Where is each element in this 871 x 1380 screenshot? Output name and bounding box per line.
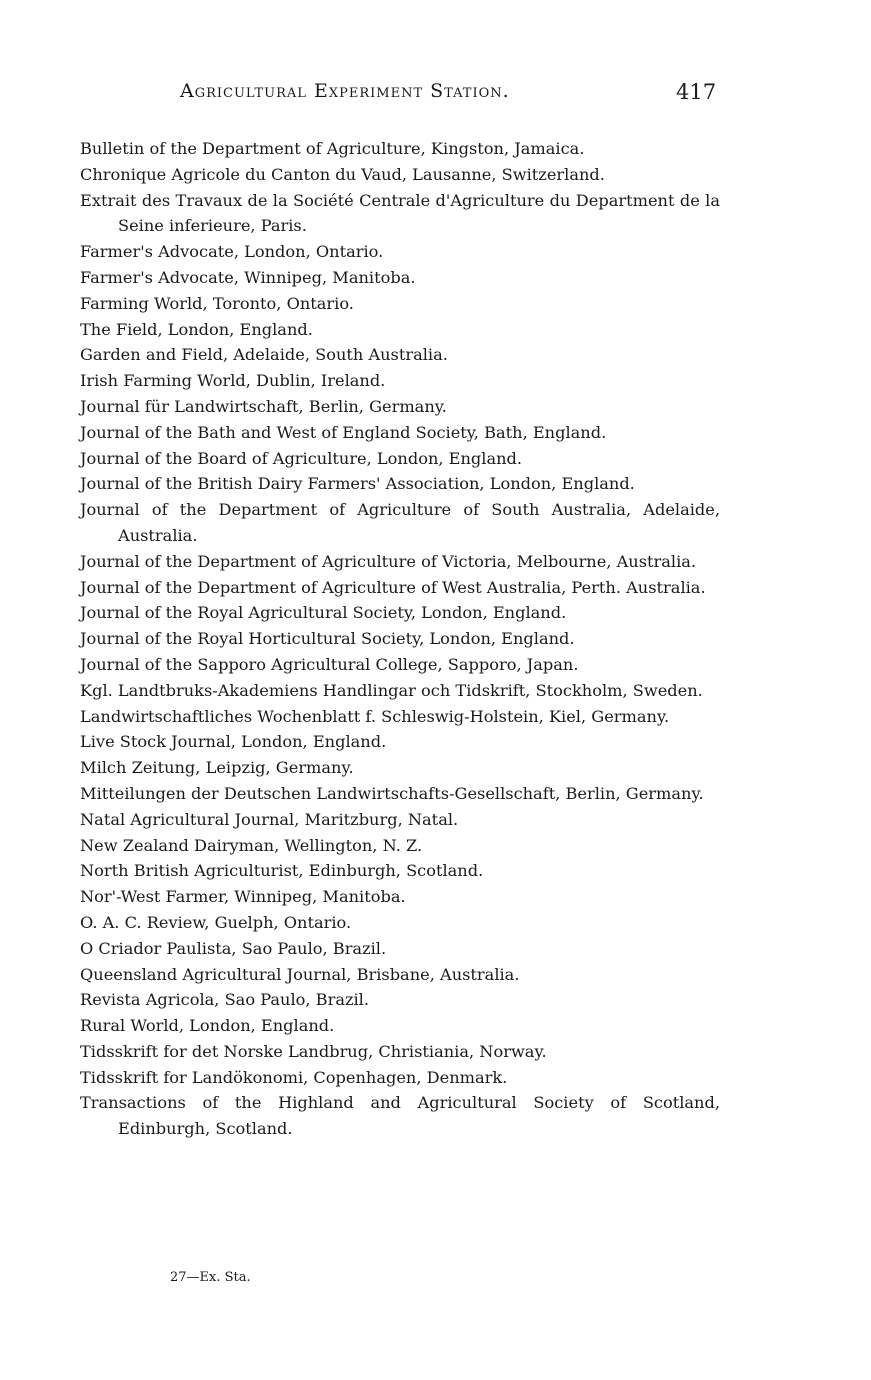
list-item: North British Agriculturist, Edinburgh, Scotland. bbox=[80, 861, 484, 881]
list-item: Farmer's Advocate, Winnipeg, Manitoba. bbox=[80, 267, 416, 287]
list-item: Journal of the British Dairy Farmers' Association, London, England. bbox=[80, 474, 635, 494]
signature-mark: 27—Ex. Sta. bbox=[170, 1270, 251, 1285]
list-item: Journal of the Royal Agricultural Society, London, England. bbox=[80, 603, 567, 623]
list-item: Tidsskrift for Landökonomi, Copenhagen, Denmark. bbox=[80, 1067, 508, 1087]
list-item: Chronique Agricole du Canton du Vaud, Lausanne, Switzerland. bbox=[80, 164, 605, 184]
list-item: Journal of the Bath and West of England Society, Bath, England. bbox=[80, 422, 607, 442]
list-item: Mitteilungen der Deutschen Landwirtschafts-Gesellschaft, Berlin, Germany. bbox=[80, 783, 704, 803]
page-number: 417 bbox=[676, 80, 717, 104]
list-item: Tidsskrift for det Norske Landbrug, Christiania, Norway. bbox=[80, 1041, 547, 1061]
list-item: The Field, London, England. bbox=[80, 319, 313, 339]
list-item: Farmer's Advocate, London, Ontario. bbox=[80, 242, 384, 262]
running-head-title: Agricultural Experiment Station. bbox=[180, 80, 510, 102]
list-item: Live Stock Journal, London, England. bbox=[80, 732, 387, 752]
list-item: Kgl. Landtbruks-Akademiens Handlingar och Tidskrift, Stockholm, Sweden. bbox=[80, 680, 703, 700]
list-item: Landwirtschaftliches Wochenblatt f. Schleswig-Holstein, Kiel, Germany. bbox=[80, 706, 670, 726]
list-item: Transactions of the Highland and Agricultural Society of Scotland, Edinburgh, Scotland. bbox=[80, 1093, 720, 1139]
list-item: Nor'-West Farmer, Winnipeg, Manitoba. bbox=[80, 887, 406, 907]
list-item: Rural World, London, England. bbox=[80, 1016, 335, 1036]
list-item: Revista Agricola, Sao Paulo, Brazil. bbox=[80, 990, 369, 1010]
list-item: Garden and Field, Adelaide, South Australia. bbox=[80, 345, 448, 365]
list-item: O Criador Paulista, Sao Paulo, Brazil. bbox=[80, 938, 387, 958]
list-item: Queensland Agricultural Journal, Brisbane, Australia. bbox=[80, 964, 520, 984]
list-item: Journal of the Department of Agriculture of West Australia, Perth. Australia. bbox=[80, 577, 706, 597]
list-item: New Zealand Dairyman, Wellington, N. Z. bbox=[80, 835, 423, 855]
list-item: Journal of the Sapporo Agricultural College, Sapporo, Japan. bbox=[80, 654, 579, 674]
list-item: Bulletin of the Department of Agriculture, Kingston, Jamaica. bbox=[80, 139, 585, 158]
list-item: Journal of the Royal Horticultural Society, London, England. bbox=[80, 629, 575, 649]
list-item: Irish Farming World, Dublin, Ireland. bbox=[80, 371, 386, 391]
list-item: Milch Zeitung, Leipzig, Germany. bbox=[80, 758, 354, 778]
list-item: Journal of the Department of Agriculture of South Australia, Adelaide, Australia. bbox=[80, 500, 720, 545]
list-item: Journal für Landwirtschaft, Berlin, Germany. bbox=[80, 396, 447, 416]
list-item: Natal Agricultural Journal, Maritzburg, Natal. bbox=[80, 809, 459, 829]
list-item: Journal of the Board of Agriculture, London, England. bbox=[80, 448, 523, 468]
list-item: Farming World, Toronto, Ontario. bbox=[80, 293, 354, 313]
periodical-list bbox=[80, 136, 720, 1142]
list-item: Journal of the Department of Agriculture of Victoria, Melbourne, Australia. bbox=[80, 551, 697, 571]
list-item: Extrait des Travaux de la Société Centrale d'Agriculture du Department de la Seine inferieure, Paris. bbox=[80, 190, 720, 236]
list-item: O. A. C. Review, Guelph, Ontario. bbox=[80, 912, 352, 932]
